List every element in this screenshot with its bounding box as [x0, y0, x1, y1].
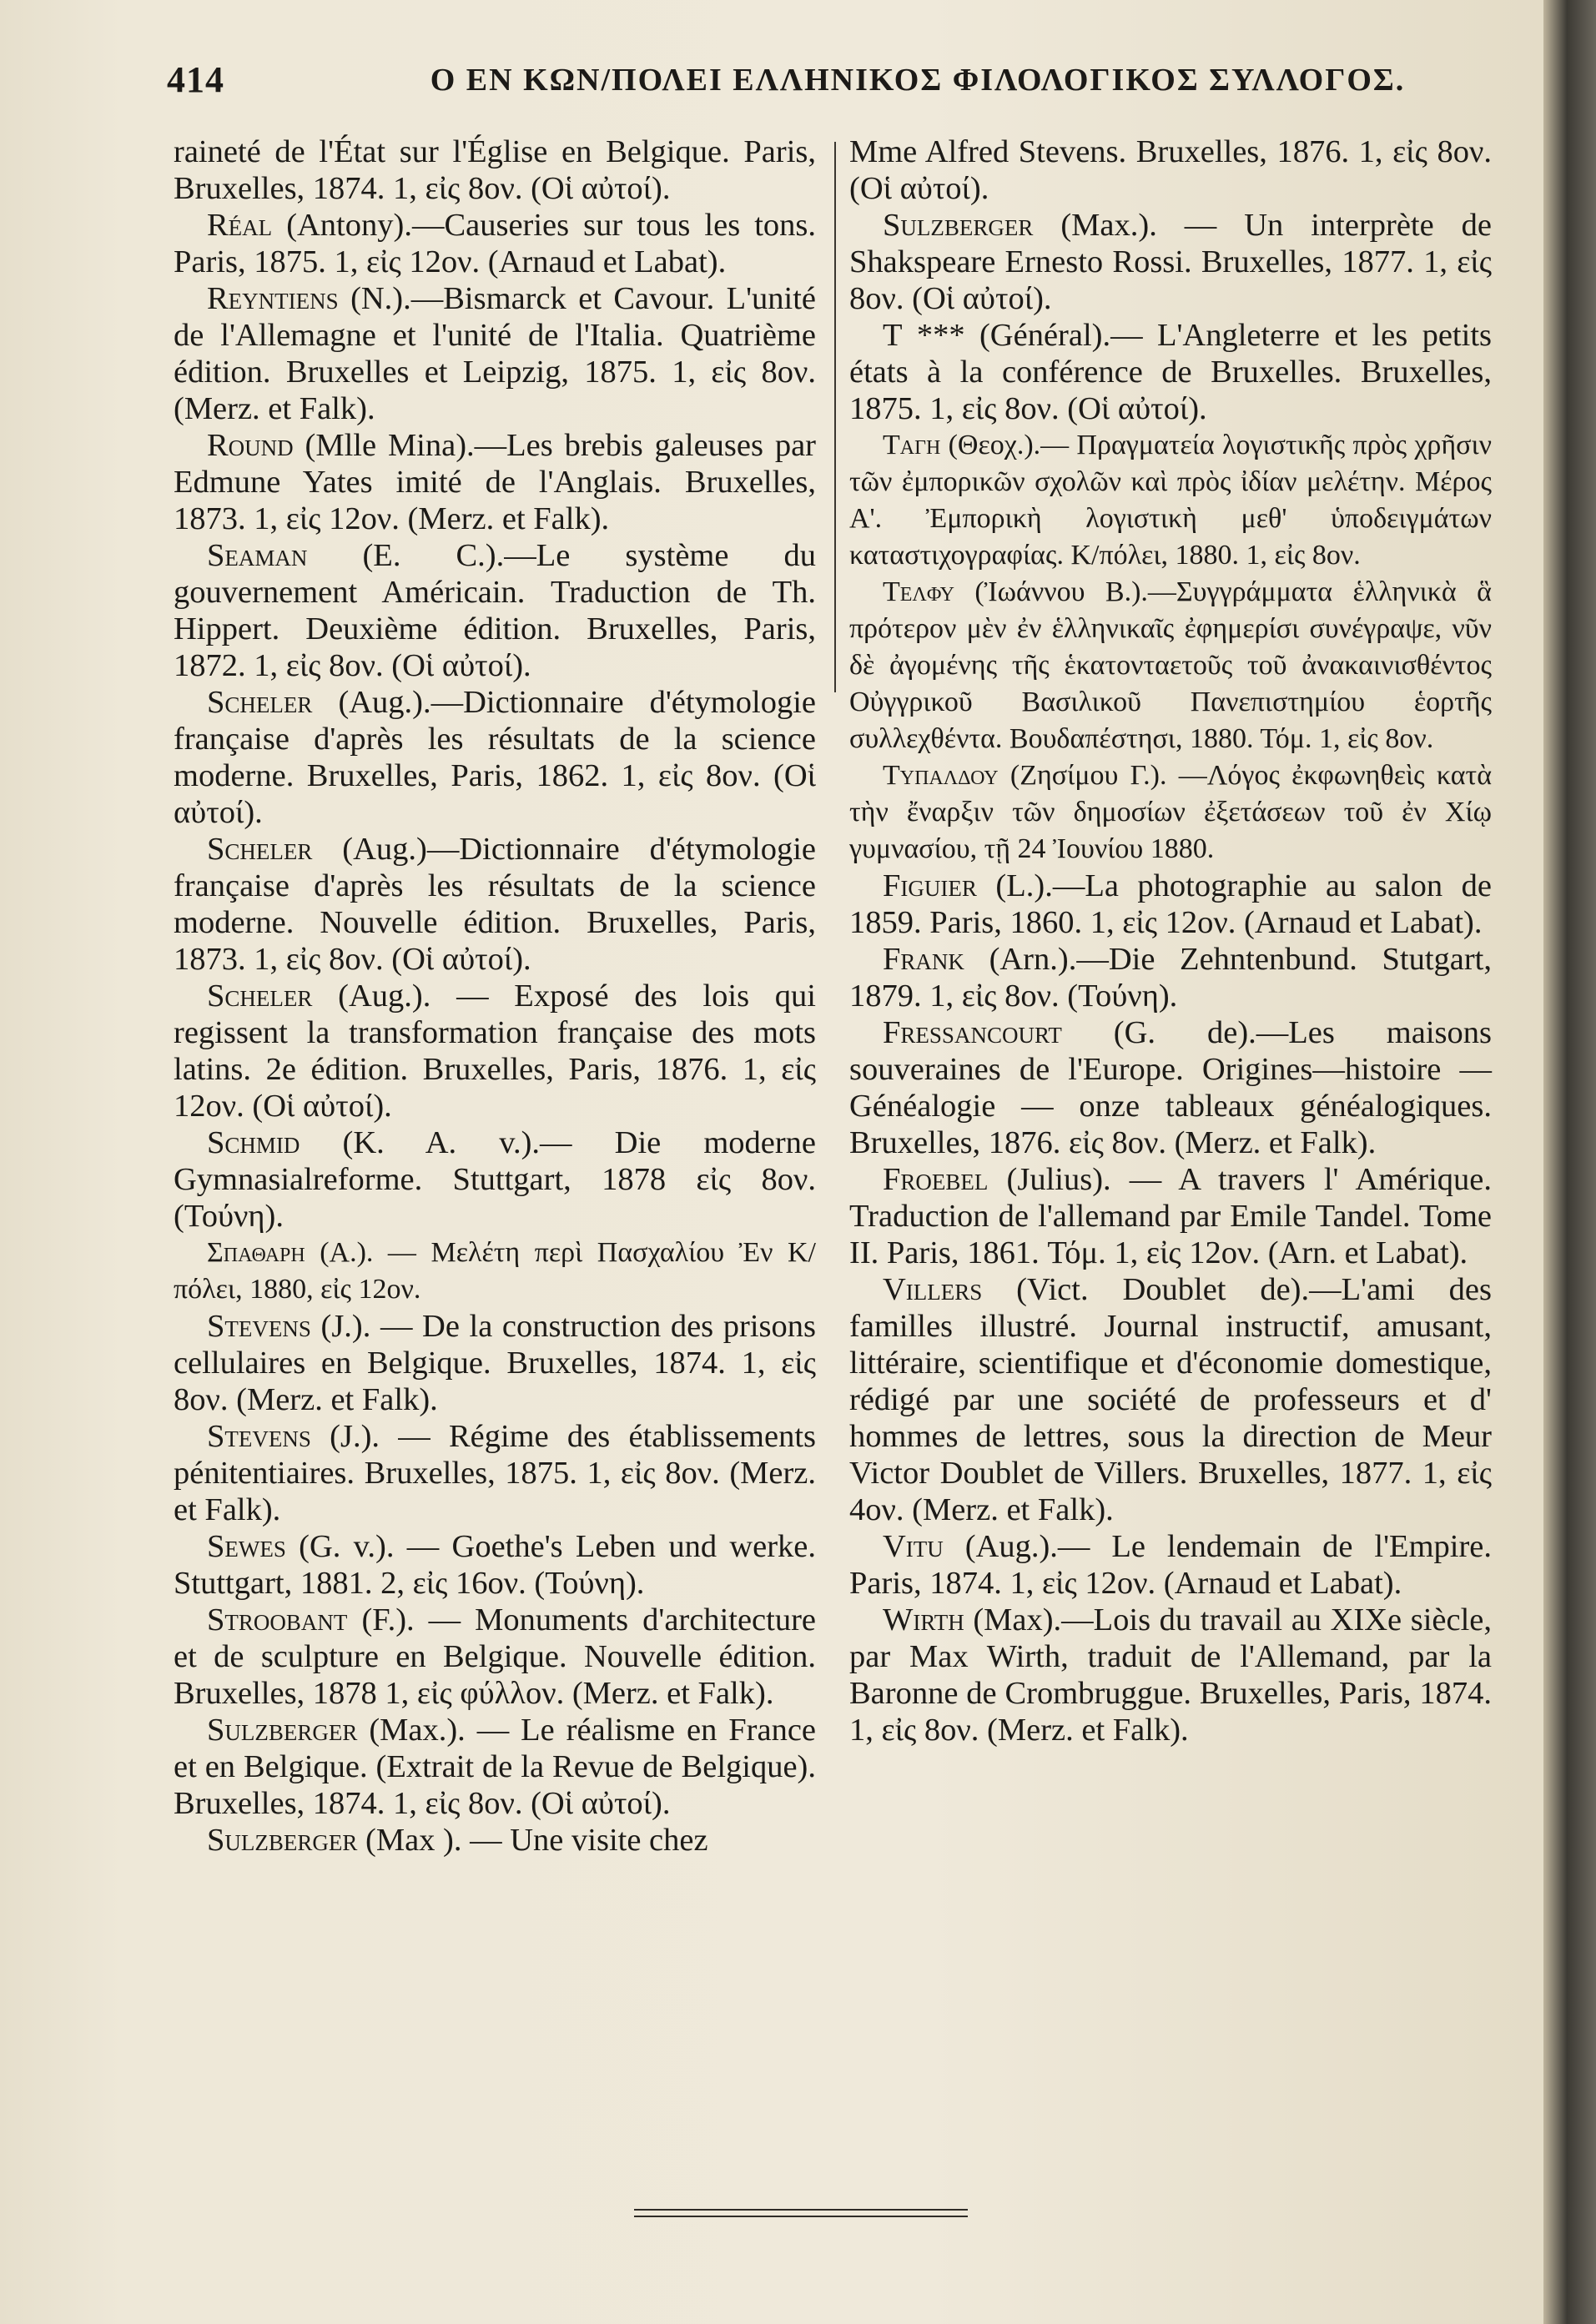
bibliography-entry [849, 317, 1492, 427]
entry-author: Figuier [883, 868, 977, 903]
bibliography-entry [849, 1014, 1492, 1161]
text-columns [174, 133, 1492, 2177]
entry-author: Scheler [207, 685, 313, 720]
running-title: Ο ΕΝ ΚΩΝ/ΠΟΛΕΙ ΕΛΛΗΝΙΚΟΣ ΦΙΛΟΛΟΓΙΚΟΣ ΣΥΛΛΟΓΟΣ. [430, 63, 1406, 98]
entry-author: Schmid [207, 1125, 300, 1160]
right-column [849, 133, 1492, 1748]
entry-text: *** (Général).— L'Angleterre et les petits états à la conférence de Bruxelles. Bruxelles, 1875. 1, εἰς 8ον. (Οἱ αὐτοί). [849, 318, 1493, 426]
entry-text: (Arn.).—Die Zehntenbund. Stutgart, 1879. 1, εἰς 8ον. (Τούνη). [849, 942, 1492, 1014]
entry-text: (Julius). — A travers l' Amérique. Traduction de l'allemand par Emile Tandel. Tome II. Paris, 1861. Τόμ. 1, εἰς 12ον. (Arn. et Labat). [849, 1162, 1493, 1270]
entry-author: Τελφυ [883, 576, 954, 607]
entry-author: Seaman [207, 538, 308, 573]
bibliography-entry [174, 427, 816, 537]
entry-author: Froebel [883, 1162, 989, 1197]
entry-text: raineté de l'État sur l'Église en Belgique. Paris, Bruxelles, 1874. 1, εἰς 8ον. (Οἱ αὐτοί). [174, 134, 816, 206]
bibliography-entry [849, 207, 1492, 317]
entry-text: (Aug.).—Dictionnaire d'étymologie française d'après les résultats de la science moderne. Bruxelles, Paris, 1862. 1, εἰς 8ον. (Οἱ αὐτοί). [174, 685, 816, 830]
entry-text: (G. de).—Les maisons souveraines de l'Europe. Origines—histoire — Généalogie — onze tableaux généalogiques. Bruxelles, 1876. εἰς 8ον. (Merz. et Falk). [849, 1015, 1493, 1160]
entry-text: (Antony).—Causeries sur tous les tons. Paris, 1875. 1, εἰς 12ον. (Arnaud et Labat). [174, 208, 816, 279]
book-spine [1543, 0, 1596, 2324]
bibliography-entry [174, 684, 816, 831]
entry-author: Reyntiens [207, 281, 339, 316]
bibliography-entry [174, 1822, 816, 1859]
bibliography-entry [174, 978, 816, 1124]
entry-text: (J.). — De la construction des prisons cellulaires en Belgique. Bruxelles, 1874. 1, εἰς 8ον. (Merz. et Falk). [174, 1309, 816, 1417]
entry-text: (G. v.). — Goethe's Leben und werke. Stuttgart, 1881. 2, εἰς 16ον. (Τούνη). [174, 1529, 816, 1601]
column-divider [834, 142, 836, 692]
entry-text: (Max ). — Une visite chez [365, 1823, 708, 1858]
bibliography-entry [174, 1235, 816, 1308]
bibliography-entry [174, 1528, 816, 1602]
bibliography-entry [174, 1124, 816, 1235]
entry-author: Sewes [207, 1529, 286, 1564]
bibliography-entry [174, 1418, 816, 1528]
entry-text: (L.).—La photographie au salon de 1859. Paris, 1860. 1, εἰς 12ον. (Arnaud et Labat). [849, 868, 1492, 940]
bibliography-entry [174, 207, 816, 280]
entry-author: Round [207, 428, 294, 463]
page-number: 414 [167, 59, 224, 100]
entry-author: Villers [883, 1272, 983, 1307]
bibliography-entry [174, 1602, 816, 1712]
entry-text: (Vict. Doublet de).—L'ami des familles illustré. Journal instructif, amusant, littéraire, scientifique et d'économie domestique, rédigé par une société de professeurs et d' hommes de lettres, sous la direction de Meur Victor Doublet de Villers. Bruxelles, 1877. 1, εἰς 4ον. (Merz. et Falk). [849, 1272, 1492, 1527]
entry-text: (Max).—Lois du travail au XIXe siècle, par Max Wirth, traduit de l'Allemand, par la Baronne de Crombruggue. Bruxelles, Paris, 1874. 1, εἰς 8ον. (Merz. et Falk). [849, 1602, 1492, 1748]
bibliography-entry [849, 1602, 1492, 1748]
entry-text: (Ἰωάννου Β.).—Συγγράμματα ἑλληνικὰ ἃ πρότερον μὲν ἐν ἑλληνικαῖς ἐφημερίσι συνέγραψε, νῦν δὲ ἀγομένης τῆς ἑκατονταετοῦς τοῦ ἀνακαινισθέντος Οὐγγρικοῦ Βασιλικοῦ Πανεπιστημίου ἑορτῆς συλλεχθέντα. Βουδαπέστησι, 1880. Τόμ. 1, εἰς 8ον. [849, 576, 1492, 754]
entry-author: Sulzberger [207, 1823, 358, 1858]
entry-text: (Aug.)—Dictionnaire d'étymologie française d'après les résultats de la science moderne. Nouvelle édition. Bruxelles, Paris, 1873. 1, εἰς 8ον. (Οἱ αὐτοί). [174, 832, 816, 977]
entry-author: Stevens [207, 1419, 311, 1454]
bibliography-entry [849, 1528, 1492, 1602]
bibliography-entry [849, 427, 1492, 574]
page-header [167, 58, 1493, 108]
bibliography-entry [849, 941, 1492, 1014]
entry-author: T [883, 318, 903, 353]
entry-text: (F.). — Monuments d'architecture et de sculpture en Belgique. Nouvelle édition. Bruxelles, 1878 1, εἰς φύλλον. (Merz. et Falk). [174, 1602, 816, 1711]
entry-author: Fressancourt [883, 1015, 1062, 1050]
left-column [174, 133, 816, 1859]
entry-text: (J.). — Régime des établissements pénitentiaires. Bruxelles, 1875. 1, εἰς 8ον. (Merz. et Falk). [174, 1419, 817, 1527]
entry-text: (Α.). — Μελέτη περὶ Πασχαλίου Ἐν Κ/πόλει, 1880, εἰς 12ον. [174, 1237, 816, 1305]
bibliography-entry [849, 574, 1492, 757]
bibliography-entry [849, 868, 1492, 941]
entry-text: (Ζησίμου Γ.). —Λόγος ἐκφωνηθεὶς κατὰ τὴν ἔναρξιν τῶν δημοσίων ἐξετάσεων τοῦ ἐν Χίῳ γυμνασίου, τῇ 24 Ἰουνίου 1880. [849, 760, 1493, 864]
entry-author: Stroobant [207, 1602, 348, 1637]
entry-author: Sulzberger [207, 1713, 358, 1748]
bibliography-entry [174, 1712, 816, 1822]
bibliography-entry [849, 757, 1492, 868]
entry-text: (E. C.).—Le système du gouvernement Américain. Traduction de Th. Hippert. Deuxième édition. Bruxelles, Paris, 1872. 1, εἰς 8ον. (Οἱ αὐτοί). [174, 538, 817, 683]
bibliography-entry [174, 280, 816, 427]
entry-text: (Max.). — Un interprète de Shakspeare Ernesto Rossi. Bruxelles, 1877. 1, εἰς 8ον. (Οἱ αὐτοί). [849, 208, 1492, 316]
entry-text: Mme Alfred Stevens. Bruxelles, 1876. 1, εἰς 8ον. (Οἱ αὐτοί). [849, 134, 1492, 206]
entry-text: (Max.). — Le réalisme en France et en Belgique. (Extrait de la Revue de Belgique). Bruxelles, 1874. 1, εἰς 8ον. (Οἱ αὐτοί). [174, 1713, 816, 1821]
entry-author: Scheler [207, 978, 313, 1014]
bibliography-entry [174, 831, 816, 978]
entry-author: Vitu [883, 1529, 944, 1564]
entry-author: Wirth [883, 1602, 964, 1637]
entry-text: (Aug.). — Exposé des lois qui regissent la transformation française des mots latins. 2e édition. Bruxelles, Paris, 1876. 1, εἰς 12ον. (Οἱ αὐτοί). [174, 978, 816, 1124]
bibliography-entry [174, 133, 816, 207]
bibliography-entry [174, 537, 816, 684]
bibliography-entry [174, 1308, 816, 1418]
entry-text: (N.).—Bismarck et Cavour. L'unité de l'Allemagne et l'unité de l'Italia. Quatrième édition. Bruxelles et Leipzig, 1875. 1, εἰς 8ον. (Merz. et Falk). [174, 281, 817, 426]
entry-text: (K. A. v.).— Die moderne Gymnasialreforme. Stuttgart, 1878 εἰς 8ον. (Τούνη). [174, 1125, 817, 1234]
entry-text: (Θεοχ.).— Πραγματεία λογιστικῆς πρὸς χρῆσιν τῶν ἐμπορικῶν σχολῶν καὶ πρὸς ἰδίαν μελέτην. Μέρος Α'. Ἐμπορικὴ λογιστικὴ μεθ' ὑποδειγμάτων καταστιχογραφίας. Κ/πόλει, 1880. 1, εἰς 8ον. [849, 430, 1493, 571]
entry-author: Stevens [207, 1309, 311, 1344]
entry-author: Τυπαλδου [883, 760, 999, 791]
entry-author: Scheler [207, 832, 313, 867]
entry-author: Frank [883, 942, 964, 977]
entry-author: Sulzberger [883, 208, 1034, 243]
bibliography-entry [849, 1271, 1492, 1528]
entry-author: Σπαθαρη [207, 1237, 305, 1268]
footer-double-rule [634, 2209, 968, 2217]
entry-text: (Aug.).— Le lendemain de l'Empire. Paris, 1874. 1, εἰς 12ον. (Arnaud et Labat). [849, 1529, 1493, 1601]
bibliography-entry [849, 133, 1492, 207]
bibliography-entry [849, 1161, 1492, 1271]
entry-author: Réal [207, 208, 273, 243]
entry-author: Ταγη [883, 430, 941, 460]
entry-text: (Mlle Mina).—Les brebis galeuses par Edmune Yates imité de l'Anglais. Bruxelles, 1873. 1, εἰς 12ον. (Merz. et Falk). [174, 428, 816, 536]
